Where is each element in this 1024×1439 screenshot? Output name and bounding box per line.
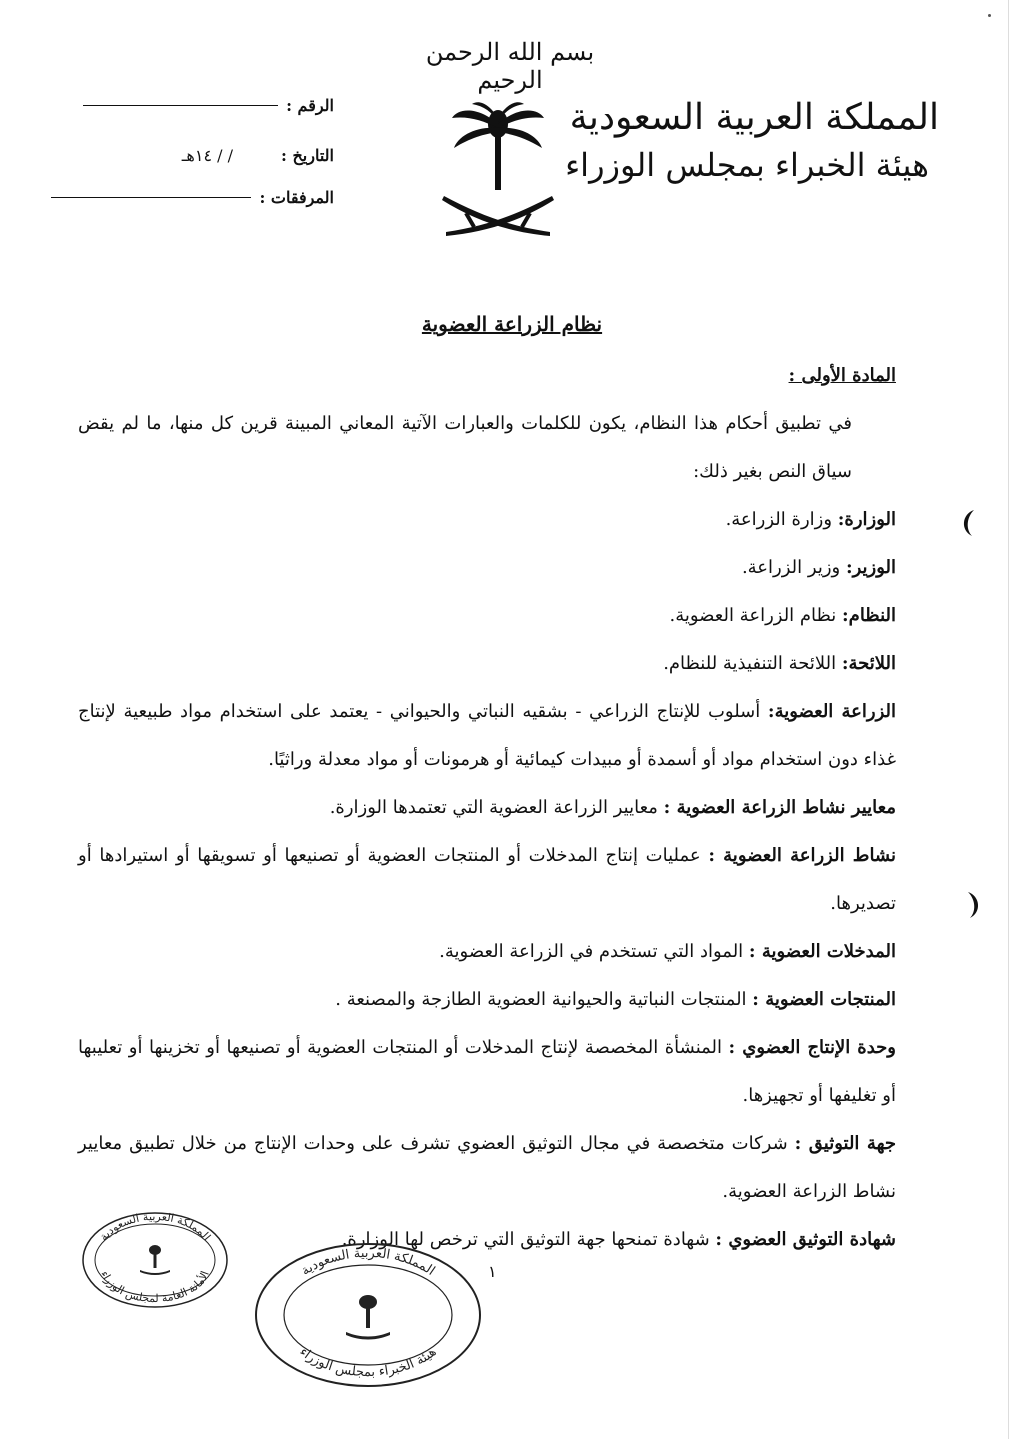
definition-term: جهة التوثيق : [794, 1133, 896, 1154]
attachments-row [51, 188, 334, 207]
bureau-name: هيئة الخبراء بمجلس الوزراء [565, 146, 929, 184]
date-label: التاريخ : [280, 146, 334, 165]
definition-text: شركات متخصصة في مجال التوثيق العضوي تشرف على وحدات الإنتاج من خلال تطبيق معايير نشاط الزراعة العضوية. [78, 1133, 896, 1202]
definition-term: شهادة التوثيق العضوي : [715, 1229, 896, 1250]
seal-bottom-text: الأمانة العامة لمجلس الوزراء [98, 1269, 212, 1306]
basmala: بسم الله الرحمن الرحيم [425, 38, 595, 94]
definition-item [78, 1120, 896, 1216]
seal-palm-icon [140, 1245, 170, 1275]
definition-term: الزراعة العضوية: [767, 701, 896, 722]
definition-term: معايير نشاط الزراعة العضوية : [663, 797, 896, 818]
palm-swords-emblem [438, 96, 558, 246]
definition-text: عمليات إنتاج المدخلات أو المنتجات العضوية أو تصنيعها أو تسويقها أو استيرادها أو تصديرها. [78, 845, 896, 914]
scan-speck [988, 14, 991, 17]
svg-text:هيئة الخبراء بمجلس الوزراء [296, 1344, 439, 1380]
definition-text: شهادة تمنحها جهة التوثيق التي ترخص لها الوزارة. [341, 1229, 716, 1250]
seal-palm-icon [346, 1295, 390, 1340]
date-value: / / ١٤هـ [181, 146, 233, 165]
definition-text: معايير الزراعة العضوية التي تعتمدها الوزارة. [329, 797, 664, 818]
document-body [78, 352, 896, 1264]
definition-text: وزير الزراعة. [741, 557, 846, 578]
definition-term: نشاط الزراعة العضوية : [708, 845, 896, 866]
definition-term: المنتجات العضوية : [752, 989, 896, 1010]
intro-paragraph: في تطبيق أحكام هذا النظام، يكون للكلمات والعبارات الآتية المعاني المبينة قرين كل منها، ما لم يقض سياق النص بغير ذلك: [78, 413, 852, 482]
definition-text: نظام الزراعة العضوية. [669, 605, 843, 626]
seal-top-text: المملكة العربية السعودية [298, 1245, 438, 1279]
kingdom-name: المملكة العربية السعودية [569, 97, 939, 138]
definition-item [78, 640, 896, 688]
seal-bottom-text: هيئة الخبراء بمجلس الوزراء [296, 1344, 440, 1381]
general-secretariat-seal [80, 1210, 230, 1310]
date-row [182, 146, 334, 165]
punch-hole-mark [958, 508, 980, 538]
definitions-list [78, 496, 896, 1264]
definition-term: اللائحة: [841, 653, 896, 674]
definition-term: الوزير: [845, 557, 896, 578]
definition-text: أسلوب للإنتاج الزراعي - بشقيه النباتي والحيواني - يعتمد على استخدام مواد طبيعية لإنتاج غذاء دون استخدام مواد أو أسمدة أو مبيدات كيمائية أو هرمونات أو مواد معدلة وراثيًا. [78, 701, 896, 770]
definition-item [78, 976, 896, 1024]
definition-item [78, 496, 896, 544]
definition-item [78, 784, 896, 832]
definition-term: النظام: [842, 605, 896, 626]
definition-item [78, 832, 896, 928]
seal-top-text: المملكة العربية السعودية [96, 1210, 214, 1244]
ref-label: الرقم : [286, 96, 334, 115]
definition-term: وحدة الإنتاج العضوي : [728, 1037, 896, 1058]
definition-text: المنتجات النباتية والحيوانية العضوية الطازجة والمصنعة . [335, 989, 753, 1010]
definition-text: اللائحة التنفيذية للنظام. [663, 653, 842, 674]
definition-item [78, 688, 896, 784]
ref-line [83, 105, 278, 106]
svg-text:المملكة العربية السعودية [97, 1210, 213, 1243]
definition-text: المنشأة المخصصة لإنتاج المدخلات أو المنتجات العضوية أو تصنيعها أو تخزينها أو تعليبها أو تغليفها أو تجهيزها. [78, 1037, 896, 1106]
ref-row [83, 96, 334, 115]
definition-text: وزارة الزراعة. [725, 509, 838, 530]
punch-hole-mark [962, 890, 984, 920]
definition-item [78, 592, 896, 640]
attachments-line [51, 197, 251, 198]
article-heading: المادة الأولى : [788, 365, 896, 386]
definition-term: المدخلات العضوية : [748, 941, 896, 962]
attachments-label: المرفقات : [259, 188, 334, 207]
definition-item [78, 1024, 896, 1120]
experts-bureau-seal [252, 1240, 484, 1390]
document-title: نظام الزراعة العضوية [421, 312, 603, 336]
scan-edge-line [1008, 0, 1009, 1439]
definition-item [78, 544, 896, 592]
definition-item [78, 928, 896, 976]
page-number: ١ [488, 1262, 497, 1281]
definition-text: المواد التي تستخدم في الزراعة العضوية. [439, 941, 749, 962]
definition-term: الوزارة: [837, 509, 896, 530]
